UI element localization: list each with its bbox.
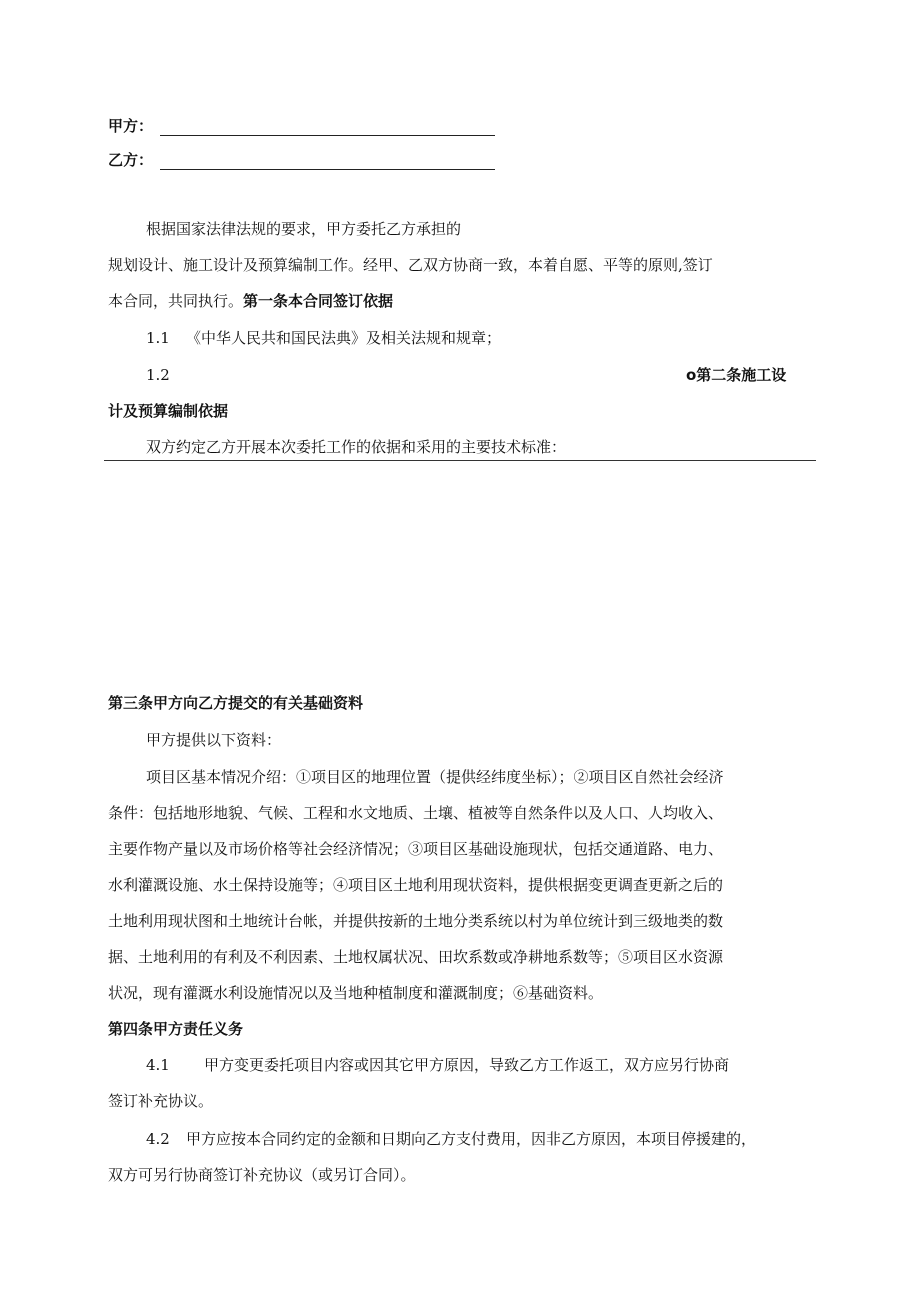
article4-item-2-number: 4.2 — [146, 1130, 170, 1148]
article3-line: 土地利用现状图和土地统计台帐，并提供按新的土地分类系统以村为单位统计到三级地类的数 — [108, 912, 724, 930]
article2-title-cont: 计及预算编制依据 — [108, 402, 229, 420]
intro-line-3-text: 本合同，共同执行。 — [108, 292, 244, 310]
intro-line-2: 规划设计、施工设计及预算编制工作。经甲、乙双方协商一致，本着自愿、平等的原则,签订 — [108, 256, 713, 274]
article3-line: 条件：包括地形地貌、气候、工程和水文地质、土壤、植被等自然条件以及人口、人均收入、 — [108, 804, 724, 822]
article3-intro: 甲方提供以下资料： — [146, 731, 282, 749]
party-a-label: 甲方： — [108, 117, 154, 135]
article1-item-1-text: 《中华人民共和国民法典》及相关法规和规章； — [186, 329, 502, 347]
article4-item-1-line-2: 签订补充协议。 — [108, 1092, 214, 1110]
article1-item-1 — [146, 328, 501, 348]
article3-line: 水利灌溉设施、水土保持设施等；④项目区土地利用现状资料，提供根据变更调查更新之后的 — [108, 876, 724, 894]
article4-item-1 — [146, 1055, 729, 1075]
article1-item-2-number: 1.2 — [146, 366, 170, 384]
article4-item-1-number: 4.1 — [146, 1056, 170, 1074]
party-b-row — [108, 150, 495, 170]
article1-title: 第一条本合同签订依据 — [243, 292, 394, 310]
party-b-label: 乙方： — [108, 151, 154, 169]
party-a-blank[interactable] — [160, 119, 495, 136]
intro-line-3 — [108, 291, 393, 311]
article3-line: 主要作物产量以及市场价格等社会经济情况；③项目区基础设施现状，包括交通道路、电力、 — [108, 840, 724, 858]
article2-body: 双方约定乙方开展本次委托工作的依据和采用的主要技术标准： — [146, 438, 567, 456]
article4-item-2-line-2: 双方可另行协商签订补充协议（或另订合同）。 — [108, 1166, 416, 1184]
article3-line: 据、土地利用的有利及不利因素、土地权属状况、田坎系数或净耕地系数等；⑤项目区水资源 — [108, 948, 724, 966]
party-a-row — [108, 116, 495, 136]
party-b-blank[interactable] — [160, 153, 495, 170]
article3-line: 项目区基本情况介绍：①项目区的地理位置（提供经纬度坐标）；②项目区自然社会经济 — [146, 768, 724, 786]
article4-item-2-line-1: 甲方应按本合同约定的金额和日期向乙方支付费用，因非乙方原因，本项目停援建的， — [186, 1130, 757, 1148]
article1-item-2-suffix: o第二条施工设 — [686, 366, 787, 384]
article4-item-2 — [146, 1129, 756, 1149]
section-divider — [104, 460, 816, 461]
article1-item-1-number: 1.1 — [146, 329, 170, 347]
intro-line-1: 根据国家法律法规的要求，甲方委托乙方承担的 — [146, 220, 462, 238]
article3-title: 第三条甲方向乙方提交的有关基础资料 — [108, 694, 364, 712]
article4-title: 第四条甲方责任义务 — [108, 1020, 244, 1038]
article4-item-1-line-1: 甲方变更委托项目内容或因其它甲方原因，导致乙方工作返工，双方应另行协商 — [204, 1056, 730, 1074]
article3-line: 状况，现有灌溉水利设施情况以及当地种植制度和灌溉制度；⑥基础资料。 — [108, 984, 604, 1002]
